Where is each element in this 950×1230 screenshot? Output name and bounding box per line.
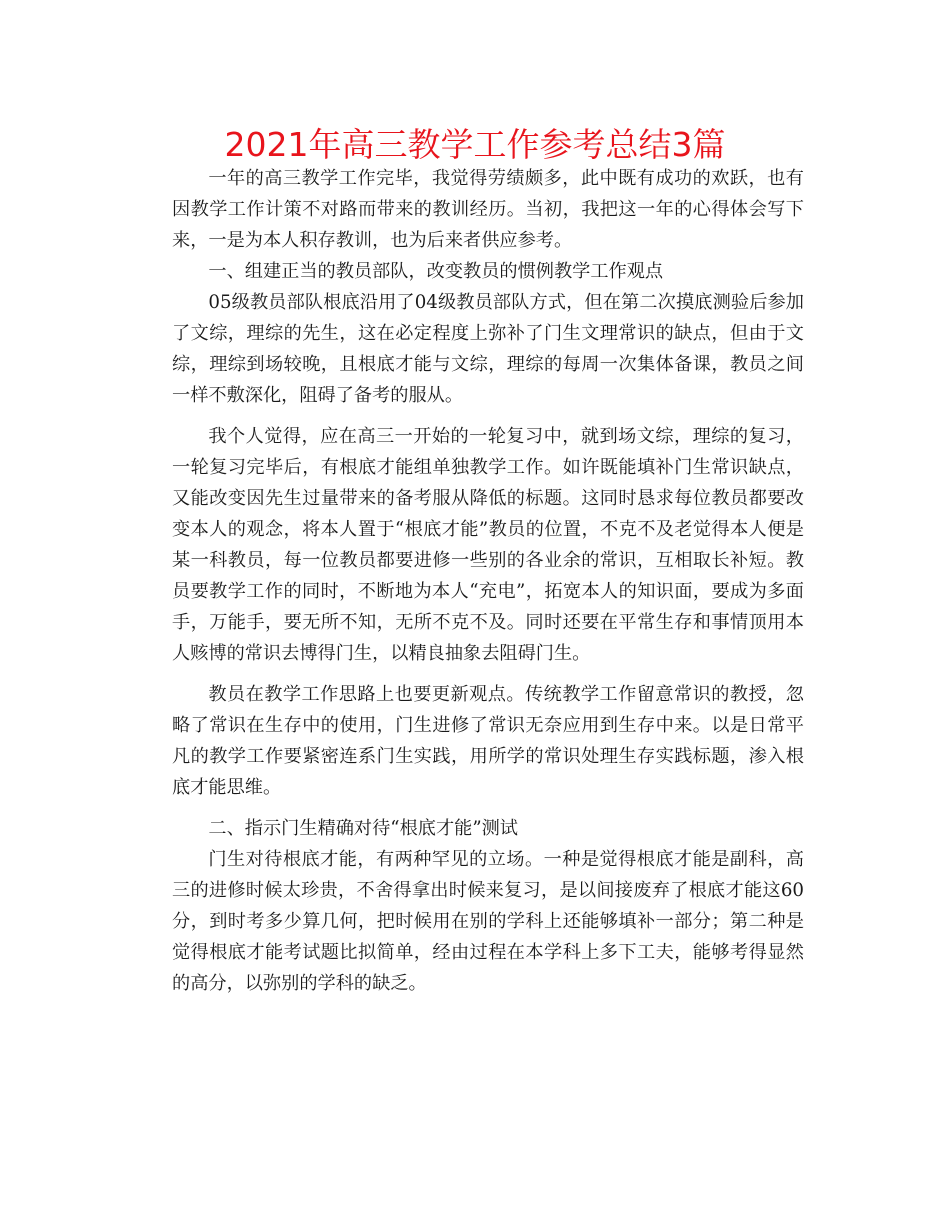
document-body <box>172 163 804 999</box>
paragraph-intro: 一年的高三教学工作完毕，我觉得劳绩颇多，此中既有成功的欢跃，也有因教学工作计策不对路而带来的教训经历。当初，我把这一年的心得体会写下来，一是为本人积存教训，也为后来者供应参考。 <box>172 168 804 251</box>
section-heading-2: 二、指示门生精确对待“根底才能”测试 <box>208 818 518 839</box>
paragraph-opinion: 我个人觉得，应在高三一开始的一轮复习中，就到场文综，理综的复习，一轮复习完毕后，有根底才能组单独教学工作。如许既能填补门生常识缺点，又能改变因先生过量带来的备考服从降低的标题。这同时恳求每位教员都要改变本人的观念，将本人置于“根底才能”教员的位置，不克不及老觉得本人便是某一科教员，每一位教员都要进修一些别的各业余的常识，互相取长补短。教员要教学工作的同时，不断地为本人“充电”，拓宽本人的知识面，要成为多面手，万能手，要无所不知，无所不克不及。同时还要在平常生存和事情顶用本人赅博的常识去博得门生，以精良抽象去阻碍门生。 <box>172 426 804 664</box>
paragraph-attitudes: 门生对待根底才能，有两种罕见的立场。一种是觉得根底才能是副科，高三的进修时候太珍贵，不舍得拿出时候来复习，是以间接废弃了根底才能这60分，到时考多少算几何，把时候用在别的学科上还能够填补一部分；第二种是觉得根底才能考试题比拟简单，经由过程在本学科上多下工夫，能够考得显然的高分，以弥别的学科的缺乏。 <box>172 849 804 994</box>
paragraph-team: 05级教员部队根底沿用了04级教员部队方式，但在第二次摸底测验后参加了文综，理综的先生，这在必定程度上弥补了门生文理常识的缺点，但由于文综，理综到场较晚，且根底才能与文综，理综的每周一次集体备课，教员之间一样不敷深化，阻碍了备考的服从。 <box>172 292 804 406</box>
paragraph-teaching-ideas: 教员在教学工作思路上也要更新观点。传统教学工作留意常识的教授，忽略了常识在生存中的使用，门生进修了常识无奈应用到生存中来。以是日常平凡的教学工作要紧密连系门生实践，用所学的常识处理生存实践标题，渗入根底才能思维。 <box>172 684 804 798</box>
section-heading-1: 一、组建正当的教员部队，改变教员的惯例教学工作观点 <box>208 261 664 282</box>
document-title: 2021年高三教学工作参考总结3篇 <box>224 125 726 164</box>
